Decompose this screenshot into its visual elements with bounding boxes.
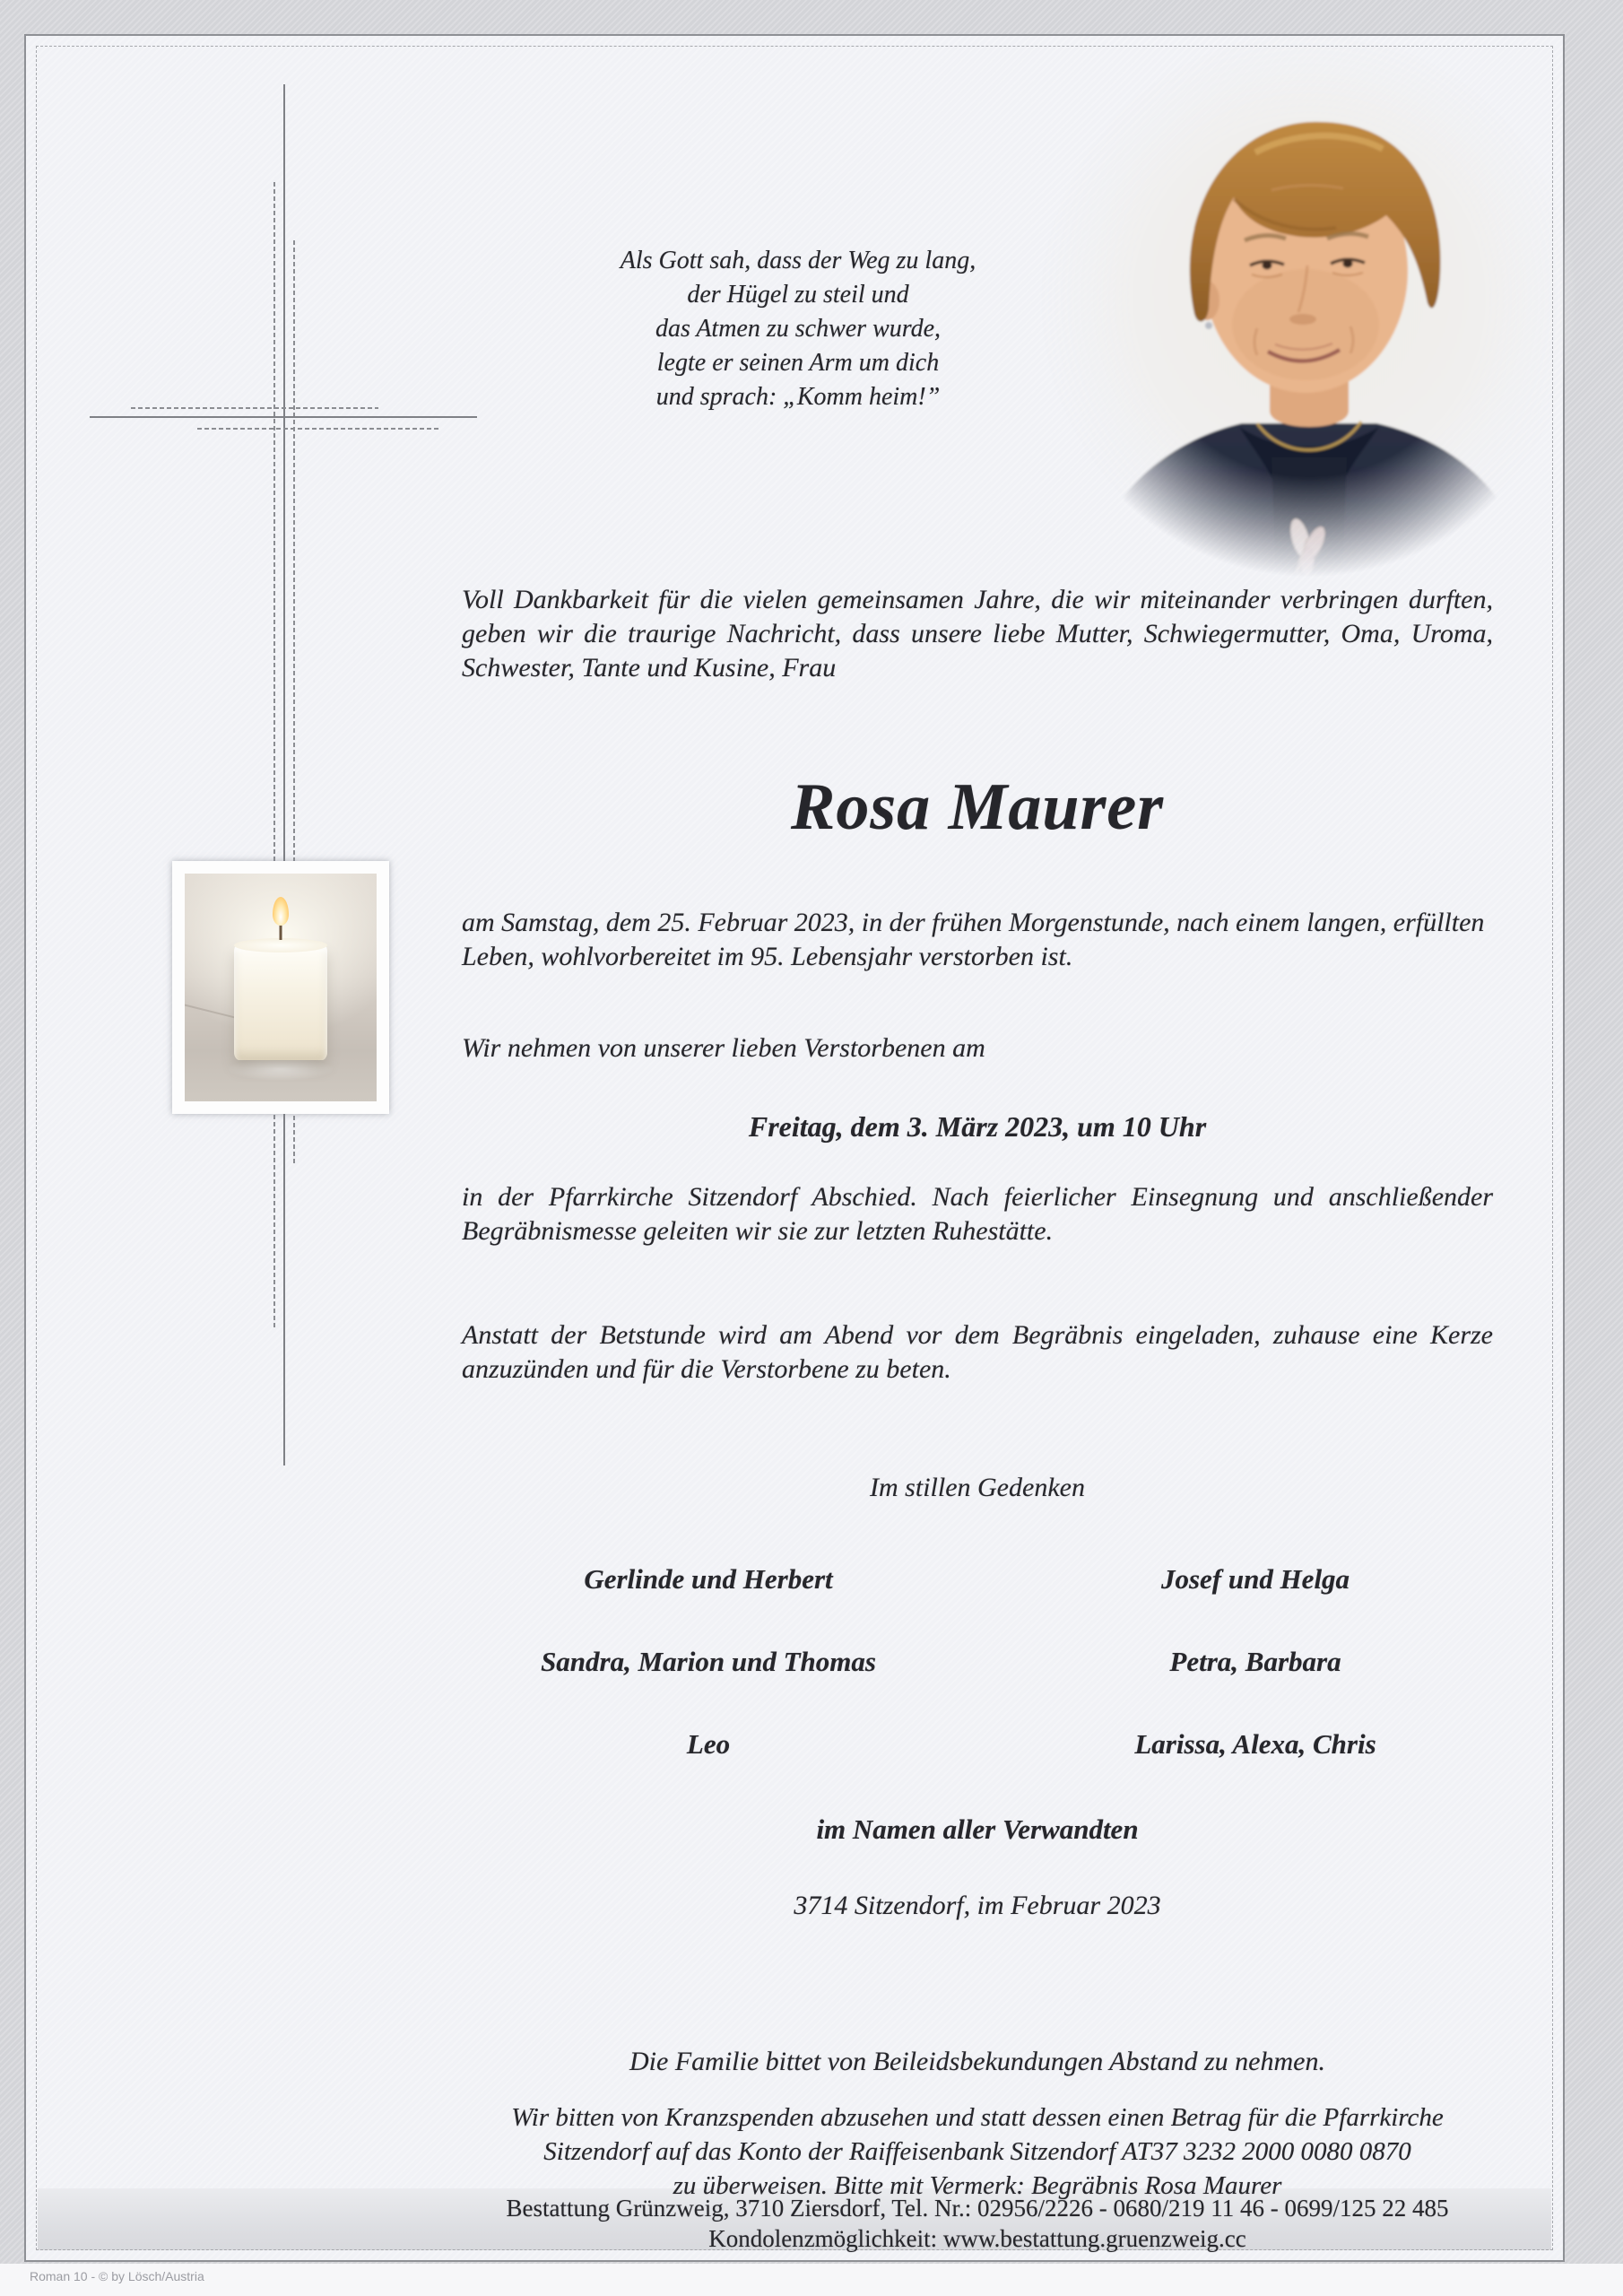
quote-line: und sprach: „Komm heim!” (655, 383, 941, 411)
mourners-left-column (502, 1562, 915, 1810)
memorial-heading: Im stillen Gedenken (870, 1473, 1085, 1502)
cross-arm-lower-line (197, 428, 439, 430)
place-date-line: 3714 Sitzendorf, im Februar 2023 (794, 1891, 1161, 1920)
quote-line: Als Gott sah, dass der Weg zu lang, (620, 247, 976, 274)
donation-line: Wir bitten von Kranzspenden abzusehen und statt dessen einen Betrag für die Pfarrkirche (511, 2103, 1444, 2132)
quote-line: legte er seinen Arm um dich (656, 349, 940, 377)
mourner-line: Petra, Barbara (1169, 1646, 1341, 1677)
intro-paragraph: Voll Dankbarkeit für die vielen gemeinsamen Jahre, die wir miteinander verbringen durften, geben wir die traurige Nachricht, dass unsere liebe Mutter, Schwiegermutter, Oma, Uroma, Schwester, Tante und Kusine, Frau (462, 585, 1493, 683)
candle-scene (185, 874, 377, 1101)
candle-flame-icon (273, 897, 289, 926)
donation-paragraph (462, 2100, 1493, 2203)
opening-quote (386, 244, 1211, 414)
mourner-line: Gerlinde und Herbert (584, 1563, 833, 1595)
mourner-line: Josef und Helga (1160, 1563, 1350, 1595)
donation-line: Sitzendorf auf das Konto der Raiffeisenbank Sitzendorf AT37 3232 2000 0080 0870 (543, 2137, 1411, 2166)
mourner-line: Sandra, Marion und Thomas (541, 1646, 876, 1677)
quote-line: der Hügel zu steil und (687, 281, 909, 309)
funeral-info-paragraph: in der Pfarrkirche Sitzendorf Abschied. Nach feierlicher Einsegnung und anschließender Begräbnismesse geleiten wir sie zur letzten Ruhestätte. (462, 1182, 1493, 1246)
mourner-line: Larissa, Alexa, Chris (1134, 1728, 1376, 1760)
relatives-note: im Namen aller Verwandten (816, 1813, 1139, 1845)
condolence-website-line: Kondolenzmöglichkeit: www.bestattung.gruenzweig.cc (708, 2225, 1246, 2252)
funeral-home-contact-line: Bestattung Grünzweig, 3710 Ziersdorf, Tel. Nr.: 02956/2226 - 0680/219 11 46 - 0699/125 22 485 (506, 2195, 1449, 2222)
candle-note-paragraph: Anstatt der Betstunde wird am Abend vor dem Begräbnis eingeladen, zuhause eine Kerze anzuzünden und für die Verstorbene zu beten. (462, 1320, 1493, 1384)
donation-line: zu überweisen. Bitte mit Vermerk: Begräbnis Rosa Maurer (673, 2171, 1282, 2200)
scan-bottom-margin (0, 2264, 1623, 2296)
candle-top (234, 938, 327, 952)
mourners-right-column (1049, 1562, 1462, 1810)
quote-line: das Atmen zu schwer wurde, (655, 315, 942, 343)
funeral-date-line: Freitag, dem 3. März 2023, um 10 Uhr (748, 1110, 1207, 1143)
print-copyright: Roman 10 - © by Lösch/Austria (30, 2269, 204, 2283)
candle-body (234, 944, 327, 1060)
death-info-paragraph: am Samstag, dem 25. Februar 2023, in der frühen Morgenstunde, nach einem langen, erfüllten Leben, wohlvorbereitet im 95. Lebensjahr verstorben ist. (462, 908, 1485, 971)
deceased-name: Rosa Maurer (790, 770, 1165, 844)
cross-vertical-main-line (283, 84, 285, 1465)
cross-vertical-left-line (273, 182, 275, 1330)
farewell-intro-line: Wir nehmen von unserer lieben Verstorbenen am (462, 1033, 985, 1063)
mourner-line: Leo (686, 1728, 731, 1760)
candle-reflection (227, 1057, 334, 1081)
cross-arm-upper-line (131, 407, 378, 409)
cross-arm-main-line (90, 416, 477, 418)
condolence-note: Die Familie bittet von Beileidsbekundungen Abstand zu nehmen. (629, 2047, 1325, 2076)
candle-photo (172, 861, 389, 1114)
